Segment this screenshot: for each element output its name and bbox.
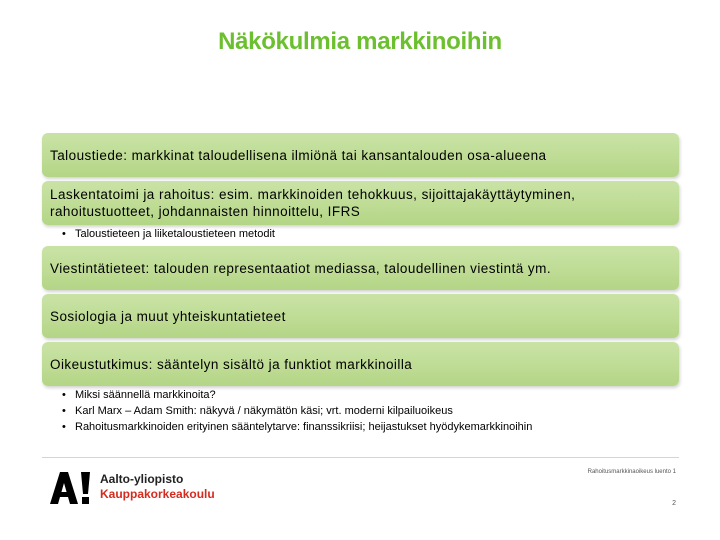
slide-title: Näkökulmia markkinoihin: [218, 28, 502, 55]
bullet-item: • Karl Marx – Adam Smith: näkyvä / näkymätön käsi; vrt. moderni kilpailuoikeus: [62, 403, 532, 419]
logo-name: Aalto-yliopisto: [100, 472, 184, 486]
law-bullets: [62, 387, 532, 435]
topic-text: Oikeustutkimus: sääntelyn sisältö ja funktiot markkinoilla: [50, 356, 413, 372]
aalto-logo-icon: [48, 470, 92, 506]
topic-box-communication: [42, 246, 679, 290]
bullet-item: • Miksi säännellä markkinoita?: [62, 387, 532, 403]
topic-text: Sosiologia ja muut yhteiskuntatieteet: [50, 308, 286, 324]
bullet-item: • Rahoitusmarkkinoiden erityinen sääntelytarve: finanssikriisi; heijastukset hyödykemarkkinoihin: [62, 419, 532, 435]
logo-mark-text: A!: [48, 470, 49, 471]
topic-box-law: [42, 342, 679, 386]
accounting-bullets: [62, 226, 275, 242]
footer-note: Rahoitusmarkkinaoikeus luento 1: [587, 469, 676, 475]
topic-box-sociology: [42, 294, 679, 338]
topic-box-economics: [42, 133, 679, 177]
topic-box-accounting-finance: [42, 181, 679, 225]
footer-divider: [42, 457, 679, 458]
topic-text: Viestintätieteet: talouden representaatiot mediassa, taloudellinen viestintä ym.: [50, 260, 552, 276]
page-number: 2: [672, 500, 676, 507]
topic-text: Taloustiede: markkinat taloudellisena ilmiönä tai kansantalouden osa-alueena: [50, 147, 547, 163]
bullet-item: • Taloustieteen ja liiketaloustieteen metodit: [62, 226, 275, 242]
logo-subtitle: Kauppakorkeakoulu: [100, 487, 215, 501]
topic-text: Laskentatoimi ja rahoitus: esim. markkinoiden tehokkuus, sijoittajakäyttäytyminen, rahoitustuotteet, johdannaisten hinnoittelu, IFRS: [50, 187, 576, 219]
